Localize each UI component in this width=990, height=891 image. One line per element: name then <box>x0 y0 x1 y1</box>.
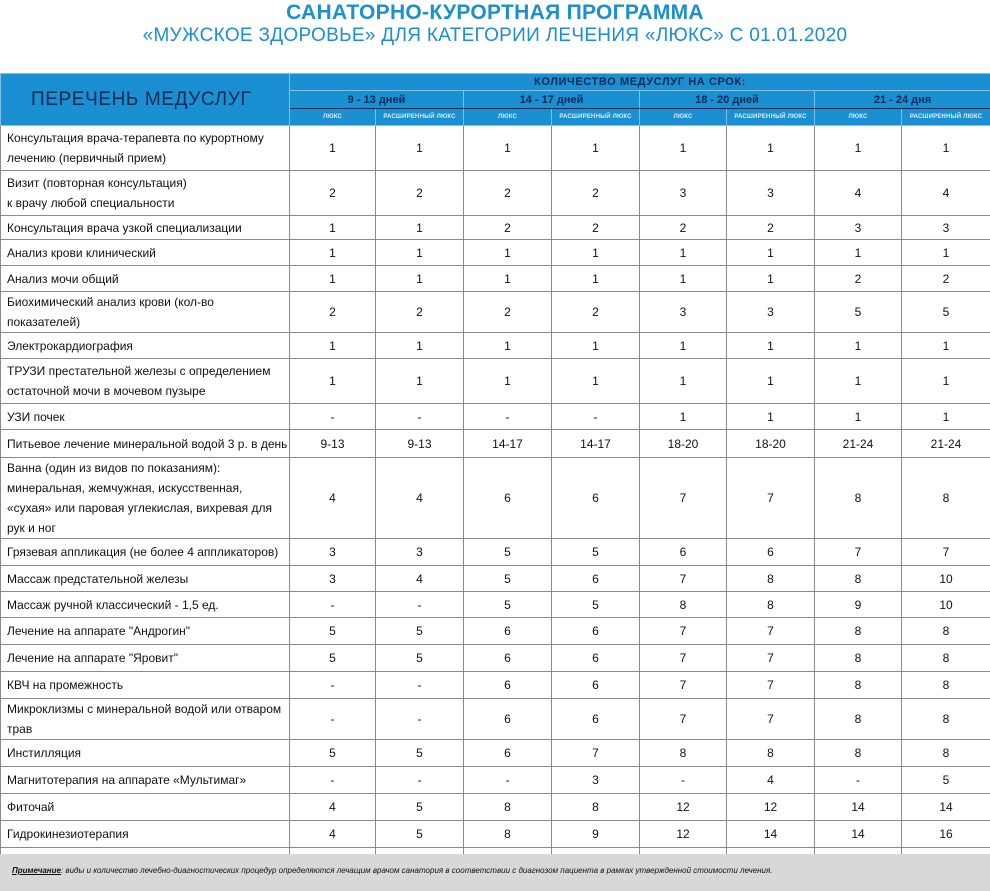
table-row <box>1 240 990 266</box>
service-name-line: минеральная, жемчужная, искусственная, <box>7 481 243 495</box>
service-quantity: 6 <box>640 539 727 566</box>
service-quantity: 5 <box>376 794 464 821</box>
subcolumn-header: РАСШИРЕННЫЙ ЛЮКС <box>376 109 464 126</box>
service-quantity: 7 <box>640 566 727 592</box>
table-row <box>1 592 990 618</box>
service-quantity: - <box>376 404 464 430</box>
service-quantity: 1 <box>640 404 727 430</box>
service-name <box>1 458 290 539</box>
service-name-line: Биохимический анализ крови (кол-во показателей) <box>7 295 214 329</box>
service-quantity: - <box>290 592 376 618</box>
service-quantity: 1 <box>727 126 815 171</box>
service-quantity: 8 <box>815 645 902 672</box>
services-table <box>0 73 990 876</box>
service-name-line: Фиточай <box>7 800 55 814</box>
service-quantity: 1 <box>640 126 727 171</box>
service-quantity: 12 <box>727 794 815 821</box>
service-quantity: 6 <box>464 618 552 645</box>
service-quantity: 12 <box>640 794 727 821</box>
service-quantity: 5 <box>902 767 990 794</box>
service-quantity: 7 <box>640 672 727 699</box>
service-quantity: 8 <box>640 740 727 767</box>
service-name-line: УЗИ почек <box>7 409 65 424</box>
service-quantity: 7 <box>727 618 815 645</box>
table-row <box>1 794 990 821</box>
service-quantity: 1 <box>640 266 727 292</box>
service-quantity: 18-20 <box>640 430 727 458</box>
service-quantity: 2 <box>552 171 640 216</box>
service-name-line: Анализ мочи общий <box>7 271 119 286</box>
service-quantity: 9 <box>815 592 902 618</box>
service-quantity: 4 <box>815 171 902 216</box>
service-quantity: - <box>290 767 376 794</box>
service-name <box>1 126 290 171</box>
service-quantity: 5 <box>290 740 376 767</box>
service-quantity: 21-24 <box>902 430 990 458</box>
service-quantity: 9-13 <box>376 430 464 458</box>
service-quantity: 4 <box>290 458 376 539</box>
service-quantity: 1 <box>640 240 727 266</box>
service-quantity: 1 <box>552 126 640 171</box>
service-name <box>1 821 290 848</box>
period-header: 21 - 24 дня <box>815 91 990 109</box>
service-name <box>1 292 290 333</box>
service-quantity: 1 <box>376 266 464 292</box>
service-name-line: ТРУЗИ престательной железы с определением <box>7 364 271 378</box>
service-quantity: 6 <box>552 699 640 740</box>
service-quantity: 6 <box>464 672 552 699</box>
table-row <box>1 539 990 566</box>
service-quantity: 2 <box>902 266 990 292</box>
service-quantity: 6 <box>552 618 640 645</box>
service-quantity: 3 <box>552 767 640 794</box>
table-row <box>1 404 990 430</box>
service-quantity: - <box>815 767 902 794</box>
service-quantity: 2 <box>727 216 815 240</box>
service-quantity: 6 <box>464 740 552 767</box>
service-quantity: 1 <box>290 216 376 240</box>
service-quantity: 1 <box>727 333 815 359</box>
service-quantity: 1 <box>290 240 376 266</box>
service-quantity: 8 <box>902 645 990 672</box>
service-quantity: 5 <box>290 618 376 645</box>
table-row <box>1 767 990 794</box>
service-quantity: 1 <box>902 333 990 359</box>
service-quantity: 2 <box>552 292 640 333</box>
service-quantity: 7 <box>552 740 640 767</box>
service-quantity: 3 <box>640 292 727 333</box>
service-quantity: - <box>290 699 376 740</box>
service-quantity: 5 <box>464 566 552 592</box>
service-quantity: 1 <box>290 359 376 404</box>
service-quantity: 8 <box>552 794 640 821</box>
service-quantity: 4 <box>290 794 376 821</box>
service-quantity: 8 <box>727 566 815 592</box>
page-title <box>0 0 990 47</box>
quantity-header: КОЛИЧЕСТВО МЕДУСЛУГ НА СРОК: <box>290 74 990 91</box>
subcolumn-header: РАСШИРЕННЫЙ ЛЮКС <box>552 109 640 126</box>
service-quantity: 7 <box>727 699 815 740</box>
service-quantity: 9-13 <box>290 430 376 458</box>
note-body: : виды и количество лечебно-диагностических процедур определяются лечащим врачом санатория в соответствии с диагнозом пациента в рамках утвержденной стоимости лечения. <box>60 866 773 875</box>
service-quantity: 5 <box>902 292 990 333</box>
service-name <box>1 699 290 740</box>
service-quantity: 1 <box>815 126 902 171</box>
service-quantity: 5 <box>815 292 902 333</box>
service-quantity: 1 <box>376 240 464 266</box>
service-quantity: 1 <box>464 240 552 266</box>
table-row <box>1 359 990 404</box>
service-quantity: 8 <box>815 699 902 740</box>
service-quantity: 3 <box>640 171 727 216</box>
service-quantity: 2 <box>640 216 727 240</box>
service-quantity: 14 <box>815 794 902 821</box>
service-quantity: 14 <box>727 821 815 848</box>
service-name-line: Питьевое лечение минеральной водой 3 р. в день <box>7 436 288 451</box>
service-quantity: 8 <box>640 592 727 618</box>
service-name-line: Консультация врача узкой специализации <box>7 220 242 235</box>
service-quantity: 3 <box>727 292 815 333</box>
service-quantity: - <box>376 699 464 740</box>
service-quantity: 14-17 <box>552 430 640 458</box>
service-quantity: - <box>376 592 464 618</box>
service-name <box>1 266 290 292</box>
service-quantity: 6 <box>552 645 640 672</box>
service-quantity: 7 <box>727 458 815 539</box>
service-quantity: 7 <box>902 539 990 566</box>
service-quantity: 1 <box>290 266 376 292</box>
service-quantity: 5 <box>376 821 464 848</box>
service-quantity: 4 <box>376 566 464 592</box>
table-row <box>1 672 990 699</box>
table-row <box>1 821 990 848</box>
service-quantity: 1 <box>464 266 552 292</box>
service-name <box>1 645 290 672</box>
service-quantity: 1 <box>727 266 815 292</box>
service-quantity: 8 <box>902 740 990 767</box>
service-quantity: 8 <box>902 618 990 645</box>
service-quantity: 10 <box>902 566 990 592</box>
service-name-line: Лечение на аппарате "Андрогин" <box>7 624 191 638</box>
subcolumn-header: ЛЮКС <box>464 109 552 126</box>
subcolumn-header: РАСШИРЕННЫЙ ЛЮКС <box>727 109 815 126</box>
service-quantity: 2 <box>552 216 640 240</box>
service-name <box>1 618 290 645</box>
service-quantity: 18-20 <box>727 430 815 458</box>
service-name-line: Ванна (один из видов по показаниям): <box>7 461 221 475</box>
service-quantity: 3 <box>290 566 376 592</box>
service-quantity: 2 <box>815 266 902 292</box>
service-quantity: - <box>376 672 464 699</box>
service-quantity: 8 <box>902 672 990 699</box>
service-quantity: 1 <box>552 240 640 266</box>
service-quantity: 1 <box>464 359 552 404</box>
service-quantity: 1 <box>815 240 902 266</box>
service-quantity: 9 <box>552 821 640 848</box>
note-bar <box>0 854 990 891</box>
subcolumn-header: РАСШИРЕННЫЙ ЛЮКС <box>902 109 990 126</box>
service-quantity: 3 <box>815 216 902 240</box>
service-quantity: - <box>640 767 727 794</box>
service-quantity: 1 <box>902 240 990 266</box>
service-quantity: 1 <box>376 359 464 404</box>
service-quantity: 3 <box>727 171 815 216</box>
service-quantity: 16 <box>902 821 990 848</box>
service-quantity: 1 <box>902 404 990 430</box>
table-row <box>1 458 990 539</box>
service-quantity: 4 <box>727 767 815 794</box>
service-quantity: 1 <box>640 333 727 359</box>
subcolumn-header: ЛЮКС <box>640 109 727 126</box>
service-name <box>1 592 290 618</box>
service-quantity: 8 <box>815 672 902 699</box>
title-line-1: САНАТОРНО-КУРОРТНАЯ ПРОГРАММА <box>286 1 704 24</box>
service-quantity: 1 <box>727 404 815 430</box>
service-quantity: 3 <box>290 539 376 566</box>
service-quantity: 3 <box>902 216 990 240</box>
service-quantity: 7 <box>640 699 727 740</box>
service-name-line: Анализ крови клинический <box>7 245 156 260</box>
service-quantity: 4 <box>902 171 990 216</box>
service-quantity: 1 <box>815 359 902 404</box>
service-name <box>1 359 290 404</box>
service-quantity: 1 <box>727 359 815 404</box>
service-quantity: 3 <box>376 539 464 566</box>
service-quantity: 1 <box>815 404 902 430</box>
table-row <box>1 292 990 333</box>
period-header: 18 - 20 дней <box>640 91 815 109</box>
service-quantity: 4 <box>290 821 376 848</box>
table-row <box>1 266 990 292</box>
service-name-line: лечению (первичный прием) <box>7 151 167 165</box>
service-name-line: Грязевая аппликация (не более 4 аппликаторов) <box>7 545 279 559</box>
subcolumn-header: ЛЮКС <box>815 109 902 126</box>
table-row <box>1 699 990 740</box>
service-quantity: 2 <box>376 171 464 216</box>
service-name-line: Массаж ручной классический - 1,5 ед. <box>7 597 219 612</box>
service-name <box>1 767 290 794</box>
note-label: Примечание <box>12 866 61 875</box>
service-quantity: 5 <box>464 592 552 618</box>
service-quantity: 1 <box>464 126 552 171</box>
service-quantity: 7 <box>640 458 727 539</box>
service-quantity: 1 <box>640 359 727 404</box>
service-quantity: 8 <box>815 458 902 539</box>
service-name <box>1 539 290 566</box>
service-quantity: 5 <box>552 539 640 566</box>
service-quantity: 2 <box>290 171 376 216</box>
table-row <box>1 333 990 359</box>
service-name-line: Электрокардиография <box>7 338 133 353</box>
service-quantity: 6 <box>464 458 552 539</box>
service-name-line: Визит (повторная консультация) <box>7 176 187 190</box>
service-quantity: - <box>290 672 376 699</box>
table-row <box>1 216 990 240</box>
service-name <box>1 216 290 240</box>
table-row <box>1 126 990 171</box>
subcolumn-header: ЛЮКС <box>290 109 376 126</box>
service-quantity: 1 <box>376 333 464 359</box>
table-row <box>1 566 990 592</box>
service-quantity: 7 <box>815 539 902 566</box>
service-quantity: 1 <box>376 126 464 171</box>
service-quantity: 1 <box>902 359 990 404</box>
service-quantity: 1 <box>464 333 552 359</box>
service-quantity: 7 <box>727 672 815 699</box>
service-quantity: 1 <box>290 126 376 171</box>
service-quantity: 8 <box>727 740 815 767</box>
service-quantity: 2 <box>290 292 376 333</box>
note-text <box>12 866 772 875</box>
service-name-line: Магнитотерапия на аппарате «Мультимаг» <box>7 773 247 787</box>
service-quantity: 2 <box>464 171 552 216</box>
service-quantity: 8 <box>815 618 902 645</box>
service-name <box>1 333 290 359</box>
service-name <box>1 430 290 458</box>
service-name <box>1 740 290 767</box>
service-quantity: 5 <box>376 618 464 645</box>
table-row <box>1 430 990 458</box>
services-column-header: ПЕРЕЧЕНЬ МЕДУСЛУГ <box>1 74 290 126</box>
service-quantity: 5 <box>376 645 464 672</box>
service-quantity: 6 <box>464 645 552 672</box>
service-name-line: Лечение на аппарате "Яровит" <box>7 651 178 665</box>
title-line-2: «МУЖСКОЕ ЗДОРОВЬЕ» ДЛЯ КАТЕГОРИИ ЛЕЧЕНИЯ «ЛЮКС» С 01.01.2020 <box>142 25 848 46</box>
service-quantity: 4 <box>376 458 464 539</box>
service-quantity: 6 <box>464 699 552 740</box>
service-quantity: 8 <box>727 592 815 618</box>
service-quantity: 1 <box>552 333 640 359</box>
service-quantity: 8 <box>902 699 990 740</box>
service-quantity: - <box>464 767 552 794</box>
service-quantity: 5 <box>376 740 464 767</box>
service-quantity: 1 <box>815 333 902 359</box>
service-quantity: 12 <box>640 821 727 848</box>
service-quantity: 1 <box>902 126 990 171</box>
service-quantity: 6 <box>552 672 640 699</box>
service-name-line: Консультация врача-терапевта по курортному <box>7 131 264 145</box>
period-header: 14 - 17 дней <box>464 91 640 109</box>
service-quantity: 8 <box>902 458 990 539</box>
service-quantity: - <box>552 404 640 430</box>
service-name-line: Массаж предстательной железы <box>7 571 189 586</box>
service-name-line: КВЧ на промежность <box>7 678 124 692</box>
service-quantity: 5 <box>290 645 376 672</box>
service-quantity: 1 <box>290 333 376 359</box>
service-quantity: 2 <box>464 216 552 240</box>
service-quantity: 8 <box>815 740 902 767</box>
service-quantity: 7 <box>727 645 815 672</box>
service-name <box>1 240 290 266</box>
service-quantity: 14 <box>902 794 990 821</box>
service-name <box>1 171 290 216</box>
table-row <box>1 618 990 645</box>
service-quantity: 7 <box>640 618 727 645</box>
service-quantity: 8 <box>464 821 552 848</box>
table-row <box>1 171 990 216</box>
service-quantity: 6 <box>552 458 640 539</box>
service-quantity: 8 <box>464 794 552 821</box>
service-name <box>1 794 290 821</box>
period-header: 9 - 13 дней <box>290 91 464 109</box>
service-name-line: остаточной мочи в мочевом пузыре <box>7 384 206 398</box>
service-quantity: 1 <box>727 240 815 266</box>
service-name-line: к врачу любой специальности <box>7 196 175 210</box>
service-quantity: 5 <box>464 539 552 566</box>
service-quantity: 1 <box>552 359 640 404</box>
service-quantity: 1 <box>552 266 640 292</box>
service-quantity: 14-17 <box>464 430 552 458</box>
service-quantity: 14 <box>815 821 902 848</box>
service-quantity: 10 <box>902 592 990 618</box>
service-name <box>1 672 290 699</box>
service-quantity: 7 <box>640 645 727 672</box>
service-name-line: «сухая» или паровая углекислая, вихревая для рук и ног <box>7 501 272 535</box>
service-name <box>1 566 290 592</box>
table-row <box>1 740 990 767</box>
service-quantity: 8 <box>815 566 902 592</box>
service-quantity: 2 <box>464 292 552 333</box>
service-name <box>1 404 290 430</box>
service-quantity: - <box>464 404 552 430</box>
service-quantity: 5 <box>552 592 640 618</box>
table-row <box>1 645 990 672</box>
service-quantity: 2 <box>376 292 464 333</box>
service-name-line: Инстилляция <box>7 746 82 760</box>
service-name-line: Микроклизмы с минеральной водой или отваром трав <box>7 702 282 736</box>
service-quantity: - <box>376 767 464 794</box>
service-quantity: 6 <box>552 566 640 592</box>
service-quantity: 21-24 <box>815 430 902 458</box>
service-name-line: Гидрокинезиотерапия <box>7 827 129 841</box>
service-quantity: 6 <box>727 539 815 566</box>
service-quantity: 1 <box>376 216 464 240</box>
service-quantity: - <box>290 404 376 430</box>
